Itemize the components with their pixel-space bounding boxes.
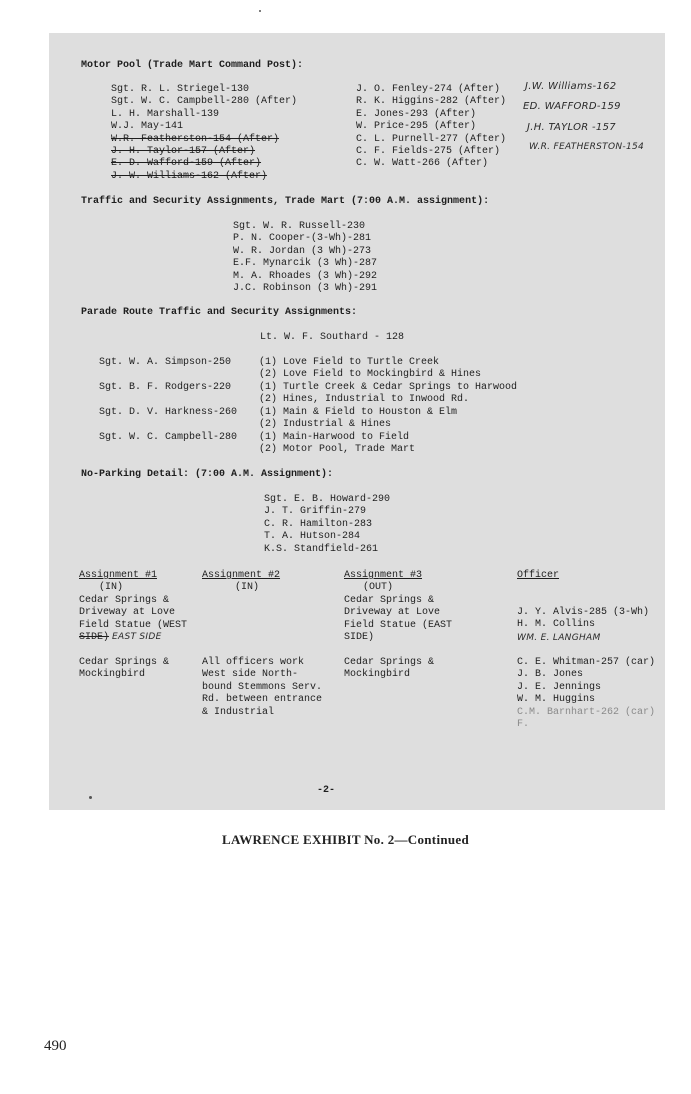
motor-pool-name: L. H. Marshall-139 xyxy=(111,108,220,120)
officer-entry: K.S. Standfield-261 xyxy=(264,543,379,555)
cell-line: West side North- xyxy=(202,669,299,681)
parade-route-segments xyxy=(259,357,481,382)
route-segment: (2) Industrial & Hines xyxy=(259,419,392,431)
cell-line: Cedar Springs & xyxy=(344,595,435,606)
assignment-3-header: Assignment #3 xyxy=(344,570,423,581)
assignment-3-sub: (OUT) xyxy=(363,582,394,593)
motor-pool-name: C. W. Watt-266 (After) xyxy=(356,158,489,170)
officer-entry: W. M. Huggins xyxy=(517,694,596,706)
sheet-page-marker: -2- xyxy=(317,785,336,796)
paper-speck xyxy=(259,10,261,12)
officer-entry-faint: F. xyxy=(517,719,530,731)
page-number: 490 xyxy=(44,1038,67,1054)
route-segment: (1) Main & Field to Houston & Elm xyxy=(259,407,458,418)
officer-entry: J.C. Robinson (3 Wh)-291 xyxy=(233,283,378,295)
no-parking-list xyxy=(264,494,390,556)
cell-line: Mockingbird xyxy=(344,669,411,681)
traffic-security-list xyxy=(233,221,377,295)
cell-line: Field Statue (EAST xyxy=(344,619,453,631)
assignment-1-header: Assignment #1 xyxy=(79,570,158,581)
motor-pool-name: W.J. May-141 xyxy=(111,121,184,133)
cell-line: Cedar Springs & xyxy=(79,595,170,606)
handwritten-note: J.H. TAYLOR -157 xyxy=(527,122,616,133)
cell-line: All officers work xyxy=(202,657,305,668)
officer-entry: M. A. Rhoades (3 Wh)-292 xyxy=(233,270,378,282)
officer-entry: H. M. Collins xyxy=(517,619,596,631)
parade-sgt: Sgt. D. V. Harkness-260 xyxy=(99,407,238,418)
officer-entry: C. E. Whitman-257 (car) xyxy=(517,657,656,668)
paper-speck xyxy=(89,796,92,799)
handwritten-note: J.W. Williams-162 xyxy=(525,81,617,92)
cell-line: Rd. between entrance xyxy=(202,694,323,706)
route-segment: (2) Love Field to Mockingbird & Hines xyxy=(259,369,482,381)
assignment-1-cell xyxy=(79,657,169,682)
officer-entry-faint: C.M. Barnhart-262 (car) xyxy=(517,706,656,718)
officer-entry: J. E. Jennings xyxy=(517,681,602,693)
motor-pool-name: C. L. Purnell-277 (After) xyxy=(356,133,507,145)
motor-pool-name: Sgt. R. L. Striegel-130 xyxy=(111,84,250,95)
route-segment: (2) Hines, Industrial to Inwood Rd. xyxy=(259,394,470,406)
cell-line: Driveway at Love xyxy=(344,607,441,619)
officer-entry: E.F. Mynarcik (3 Wh)-287 xyxy=(233,258,378,270)
motor-pool-name-struck: E. D. Wafford-159 (After) xyxy=(111,158,262,170)
cell-line: Cedar Springs & xyxy=(344,657,435,668)
officer-entry: J. Y. Alvis-285 (3-Wh) xyxy=(517,607,650,618)
cell-line: SIDE) xyxy=(344,632,375,644)
parade-sgt: Sgt. W. A. Simpson-250 xyxy=(99,357,232,368)
officer-entry: W. R. Jordan (3 Wh)-273 xyxy=(233,245,372,257)
cell-line: Driveway at Love xyxy=(79,607,176,619)
handwritten-note: ED. WAFFORD-159 xyxy=(523,101,621,112)
assignment-3-cell xyxy=(344,595,452,645)
motor-pool-name: C. F. Fields-275 (After) xyxy=(356,146,501,158)
parade-sgt: Sgt. W. C. Campbell-280 xyxy=(99,432,238,443)
motor-pool-name: W. Price-295 (After) xyxy=(356,121,477,133)
assignment-2-header: Assignment #2 xyxy=(202,570,281,581)
parade-route-heading: Parade Route Traffic and Security Assignments: xyxy=(81,307,358,318)
officer-entry: P. N. Cooper-(3-Wh)-281 xyxy=(233,233,372,245)
parade-route-segments xyxy=(259,432,415,457)
route-segment: (1) Love Field to Turtle Creek xyxy=(259,357,440,368)
motor-pool-name: E. Jones-293 (After) xyxy=(356,108,477,120)
motor-pool-heading: Motor Pool (Trade Mart Command Post): xyxy=(81,60,304,71)
motor-pool-name: J. O. Fenley-274 (After) xyxy=(356,84,501,95)
assignment-1-sub: (IN) xyxy=(99,582,124,593)
officer-entry: J. T. Griffin-279 xyxy=(264,506,367,518)
motor-pool-name: Sgt. W. C. Campbell-280 (After) xyxy=(111,96,298,108)
assignment-2-sub: (IN) xyxy=(235,582,260,593)
typed-document-sheet xyxy=(49,33,665,810)
cell-line: & Industrial xyxy=(202,706,275,718)
parade-route-lead: Lt. W. F. Southard - 128 xyxy=(260,332,405,343)
cell-line: Cedar Springs & xyxy=(79,657,170,668)
officer-header: Officer xyxy=(517,570,560,581)
handwritten-correction: EAST SIDE xyxy=(112,632,162,642)
officer-entry: Sgt. W. R. Russell-230 xyxy=(233,221,366,232)
assignment-3-cell xyxy=(344,657,434,682)
motor-pool-name-struck: J. W. Williams-162 (After) xyxy=(111,170,268,182)
assignment-2-cell xyxy=(202,657,322,719)
motor-pool-name-struck: J. H. Taylor-157 (After) xyxy=(111,146,256,158)
route-segment: (2) Motor Pool, Trade Mart xyxy=(259,444,416,456)
cell-line: Mockingbird xyxy=(79,669,146,681)
traffic-security-heading: Traffic and Security Assignments, Trade Mart (7:00 A.M. assignment): xyxy=(81,196,490,207)
motor-pool-name: R. K. Higgins-282 (After) xyxy=(356,96,507,108)
motor-pool-left-column xyxy=(111,84,297,183)
officer-cell xyxy=(517,657,655,731)
parade-sgt: Sgt. B. F. Rodgers-220 xyxy=(99,382,232,393)
officer-entry: T. A. Hutson-284 xyxy=(264,531,361,543)
parade-route-segments xyxy=(259,407,457,432)
cell-line: bound Stemmons Serv. xyxy=(202,681,323,693)
officer-cell xyxy=(517,607,649,632)
exhibit-caption: LAWRENCE EXHIBIT No. 2—Continued xyxy=(221,832,470,847)
no-parking-heading: No-Parking Detail: (7:00 A.M. Assignment): xyxy=(81,469,334,480)
officer-entry: Sgt. E. B. Howard-290 xyxy=(264,494,391,505)
route-segment: (1) Main-Harwood to Field xyxy=(259,432,410,443)
handwritten-officer: WM. E. LANGHAM xyxy=(517,633,601,643)
cell-line-struck: SIDE) xyxy=(79,632,110,644)
cell-line: Field Statue (WEST xyxy=(79,619,188,631)
route-segment: (1) Turtle Creek & Cedar Springs to Harwood xyxy=(259,382,518,393)
parade-route-segments xyxy=(259,382,517,407)
motor-pool-name-struck: W.R. Featherston-154 (After) xyxy=(111,133,280,145)
handwritten-note: W.R. FEATHERSTON-154 xyxy=(529,142,645,152)
motor-pool-right-column xyxy=(356,84,506,171)
officer-entry: J. B. Jones xyxy=(517,669,584,681)
officer-entry: C. R. Hamilton-283 xyxy=(264,518,373,530)
